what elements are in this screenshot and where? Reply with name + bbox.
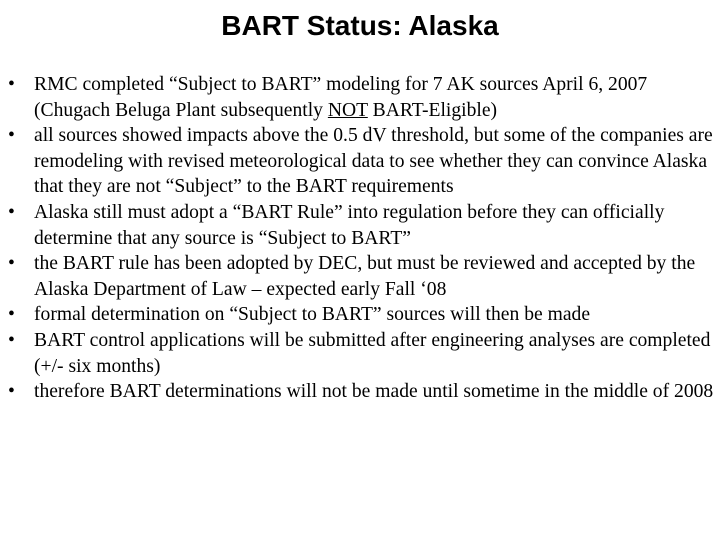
slide-title: BART Status: Alaska (221, 10, 499, 41)
bullet-item (0, 72, 720, 123)
bullet-item (0, 123, 720, 200)
bullet-item (0, 379, 720, 405)
bullet-icon: • (8, 381, 15, 403)
bullet-item (0, 328, 720, 379)
bullet-text: formal determination on “Subject to BART” sources will then be made (34, 304, 591, 326)
bullet-text: all sources showed impacts above the 0.5 dV threshold, but some of the companies are remodeling with revised meteorological data to see whether they can convince Alaska that they are not “Subject” to the BART requirements (34, 125, 713, 198)
bullet-list (0, 72, 720, 405)
bullet-icon: • (8, 304, 15, 326)
bullet-text: BART control applications will be submitted after engineering analyses are completed (+/- six months) (34, 329, 711, 377)
bullet-icon: • (8, 201, 15, 223)
bullet-text: Alaska still must adopt a “BART Rule” into regulation before they can officially determine that any source is “Subject to BART” (34, 201, 665, 249)
bullet-text: therefore BART determinations will not be made until sometime in the middle of 2008 (34, 381, 714, 403)
bullet-icon: • (8, 74, 15, 95)
bullet-text-continued: BART-Eligible) (367, 99, 498, 121)
bullet-icon: • (8, 125, 15, 147)
bullet-emphasis: NOT (327, 99, 368, 121)
bullet-text: the BART rule has been adopted by DEC, but must be reviewed and accepted by the Alaska Department of Law – expected early Fall ‘08 (34, 253, 696, 300)
bullet-item (0, 251, 720, 302)
bullet-icon: • (8, 329, 15, 351)
bullet-text: RMC completed “Subject to BART” modeling for 7 AK sources April 6, 2007 (Chugach Beluga Plant subsequently (34, 74, 648, 121)
bullet-icon: • (8, 253, 15, 275)
bullet-item (0, 302, 720, 328)
bullet-item (0, 200, 720, 251)
